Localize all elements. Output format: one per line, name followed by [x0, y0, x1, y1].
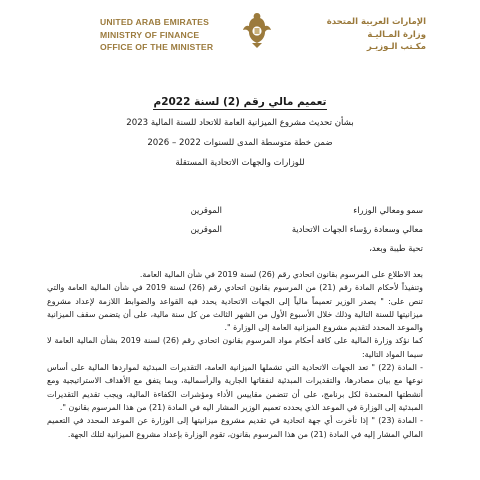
body-paragraph: - المادة (23) " إذا تأخرت أي جهة اتحادية في تقديم مشروع ميزانيتها إلى الوزارة عن الموعد المحدد في التعميم المالي المشار إليه في المادة (21) من هذا المرسوم بقانون، تقوم الوزارة بإعداد مشروع الميزانية لتلك الجهة. — [47, 416, 423, 439]
letterhead-en-line: OFFICE OF THE MINISTER — [100, 42, 214, 52]
subtitle-line: للوزارات والجهات الاتحادية المستقلة — [175, 158, 305, 168]
addressee-honorific: الموقرين — [190, 205, 222, 215]
circular-body — [47, 268, 423, 441]
subtitle-line: ضمن خطة متوسطة المدى للسنوات 2022 – 2026 — [147, 138, 333, 148]
letterhead-ar-line: مكـتب الـوزيـر — [366, 42, 426, 52]
body-paragraph: وتنفيذاً لأحكام المادة رقم (21) من المرسوم بقانون اتحادي رقم (26) لسنة 2019 في شأن المالية العامة والتي تنص على: " يصدر الوزير تعميماً مالياً إلى الجهات الاتحادية يحدد فيه القواعد والضوابط اللازمة لإعداد مشروع ميزانيتها للسنة التالية وذلك خلال الأسبوع الأول من الشهر الثالث من كل سنة مالية، على أن يتضمن سقف الميزانية والموعد المحدد لتقديم مشروع الميزانية العامة إلى الوزارة ". — [47, 283, 423, 333]
addressee-heads: معالي وسعادة رؤساء الجهات الاتحادية — [291, 224, 423, 234]
body-paragraph: بعد الاطلاع على المرسوم بقانون اتحادي رقم (26) لسنة 2019 في شأن المالية العامة. — [139, 270, 423, 279]
letterhead-en-line: MINISTRY OF FINANCE — [100, 29, 200, 40]
letterhead-ar-line: الإمارات العربية المتحدة — [326, 17, 426, 27]
addressee-ministers: سمو ومعالي الوزراء — [353, 205, 423, 215]
greeting: تحية طيبة وبعد، — [369, 243, 423, 253]
letterhead-arabic — [276, 16, 426, 54]
circular-title — [0, 96, 480, 108]
addressee-honorific: الموقرين — [190, 224, 222, 234]
uae-emblem-icon — [242, 10, 272, 50]
body-paragraph: كما نؤكد وزارة المالية على كافة أحكام مواد المرسوم بقانون اتحادي رقم (26) لسنة 2019 بشأن المالية العامة لا سيما المواد التالية: — [47, 336, 424, 359]
letterhead-english — [100, 16, 250, 54]
body-paragraph: - المادة (22) " تعد الجهات الاتحادية التي تشملها الميزانية العامة، التقديرات المبدئية لمواردها المالية على أساس نوعها مع بيان مصادرها، والتقديرات المبدئية لنفقاتها الجارية والرأسمالية، وبما يتفق مع الأهداف الاستراتيجية ومع أنشطتها المعتمدة لكل برنامج، على أن تتضمن مقاييس الأداء ومؤشرات الكفاءة المالية، ويجب تقديم التقديرات المبدئية إلى الوزارة في الموعد الذي يحدده تعميم الوزير المشار اليه في المادة (21) من هذا المرسوم بقانون ". — [47, 363, 424, 412]
letterhead — [0, 10, 480, 72]
letterhead-en-line: UNITED ARAB EMIRATES — [100, 17, 210, 27]
circular-title-text: تعميم مالي رقم (2) لسنة 2022م — [153, 96, 327, 108]
letterhead-ar-line: وزارة المـاليـة — [367, 29, 426, 40]
subtitle-line: بشأن تحديث مشروع الميزانية العامة للاتحاد للسنة المالية 2023 — [126, 118, 354, 128]
